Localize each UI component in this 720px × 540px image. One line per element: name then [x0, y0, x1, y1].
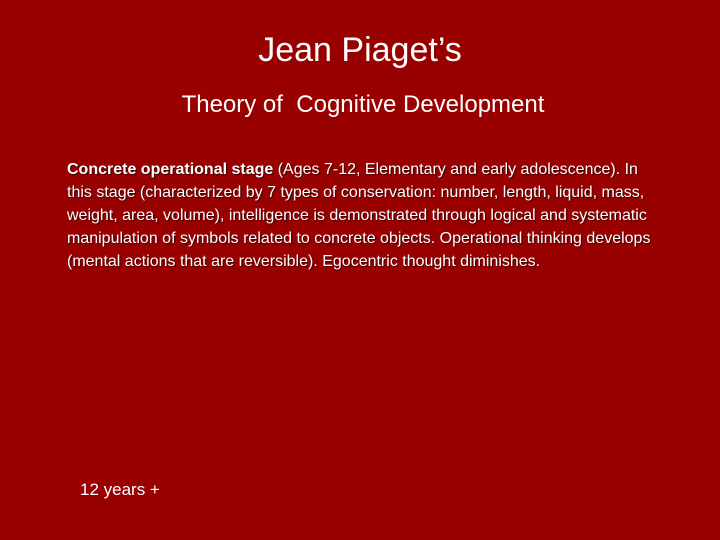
slide-subtitle: Theory of Cognitive Development [181, 91, 545, 118]
stage-name: Concrete operational stage [67, 161, 274, 178]
age-label: 12 years + [80, 480, 160, 499]
body-paragraph [67, 158, 667, 273]
stage-description: (Ages 7-12, Elementary and early adolescence). In this stage (characterized by 7 types of conservation: number, length, liquid, mass, weight, area, volume), intelligence is demonstrated through logical and systematic manipulation of symbols related to concrete objects. Operational thinking develops (mental actions that are reversible). Egocentric thought diminishes. [67, 161, 651, 270]
slide-title: Jean Piaget’s [258, 31, 462, 69]
